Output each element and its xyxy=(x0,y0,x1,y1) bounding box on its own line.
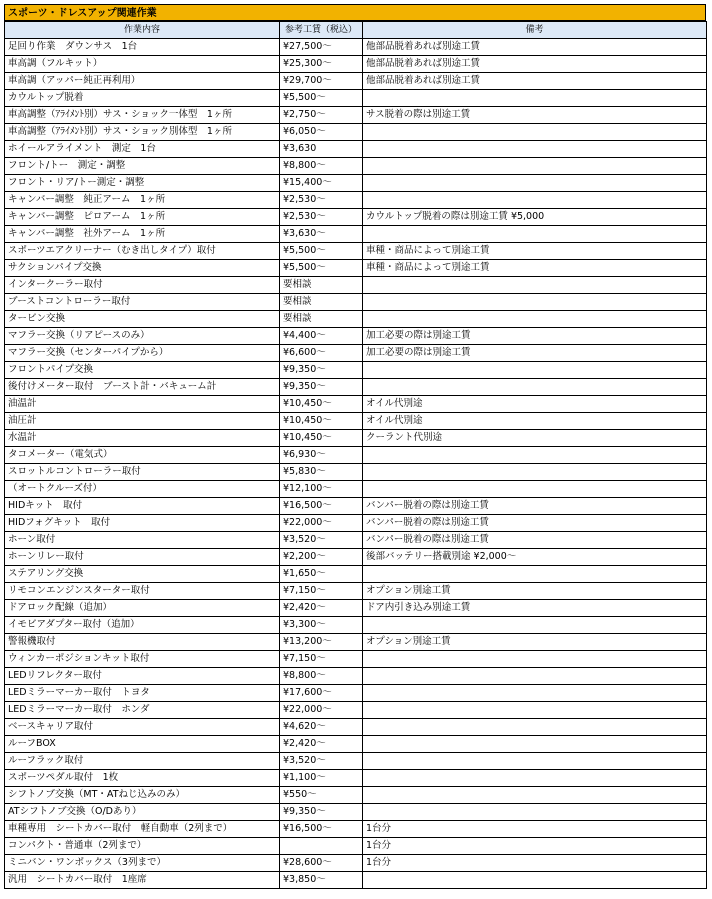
reference-fee-cell: ¥8,800～ xyxy=(280,668,363,685)
remarks-cell xyxy=(363,685,707,702)
remarks-cell xyxy=(363,464,707,481)
work-content-cell: ATシフトノブ交換（O/Dあり） xyxy=(5,804,280,821)
table-row xyxy=(5,855,707,872)
reference-fee-cell: ¥9,350～ xyxy=(280,362,363,379)
remarks-cell: 加工必要の際は別途工賃 xyxy=(363,345,707,362)
reference-fee-cell: ¥12,100～ xyxy=(280,481,363,498)
remarks-cell: 1台分 xyxy=(363,838,707,855)
remarks-cell: サス脱着の際は別途工賃 xyxy=(363,107,707,124)
work-content-cell: LEDミラーマーカー取付 ホンダ xyxy=(5,702,280,719)
table-row xyxy=(5,719,707,736)
table-row xyxy=(5,821,707,838)
remarks-cell: 車種・商品によって別途工賃 xyxy=(363,260,707,277)
sheet-title: スポーツ・ドレスアップ関連作業 xyxy=(4,4,706,21)
remarks-cell: バンパー脱着の際は別途工賃 xyxy=(363,498,707,515)
remarks-cell xyxy=(363,192,707,209)
work-content-cell: リモコンエンジンスターター取付 xyxy=(5,583,280,600)
table-row xyxy=(5,498,707,515)
price-sheet xyxy=(4,4,706,889)
table-row xyxy=(5,379,707,396)
header-row xyxy=(5,22,707,39)
work-content-cell: ホーン取付 xyxy=(5,532,280,549)
work-content-cell: ミニバン・ワンボックス（3列まで） xyxy=(5,855,280,872)
reference-fee-cell: ¥16,500～ xyxy=(280,821,363,838)
remarks-cell xyxy=(363,379,707,396)
table-row xyxy=(5,56,707,73)
remarks-cell xyxy=(363,362,707,379)
table-row xyxy=(5,430,707,447)
remarks-cell xyxy=(363,617,707,634)
table-row xyxy=(5,345,707,362)
work-content-cell: マフラー交換（センターパイプから） xyxy=(5,345,280,362)
table-row xyxy=(5,447,707,464)
remarks-cell xyxy=(363,226,707,243)
reference-fee-cell: ¥9,350～ xyxy=(280,804,363,821)
remarks-cell xyxy=(363,90,707,107)
reference-fee-cell: ¥2,420～ xyxy=(280,600,363,617)
reference-fee-cell: ¥1,650～ xyxy=(280,566,363,583)
table-row xyxy=(5,175,707,192)
table-row xyxy=(5,226,707,243)
remarks-cell xyxy=(363,175,707,192)
work-content-cell: キャンバー調整 純正アーム 1ヶ所 xyxy=(5,192,280,209)
work-content-cell: ステアリング交換 xyxy=(5,566,280,583)
table-row xyxy=(5,158,707,175)
remarks-cell xyxy=(363,294,707,311)
work-content-cell: ルーフBOX xyxy=(5,736,280,753)
table-row xyxy=(5,872,707,889)
remarks-cell: オプション別途工賃 xyxy=(363,634,707,651)
header-remarks: 備考 xyxy=(363,22,707,39)
table-row xyxy=(5,464,707,481)
work-content-cell: LEDミラーマーカー取付 トヨタ xyxy=(5,685,280,702)
remarks-cell: 他部品脱着あれば別途工賃 xyxy=(363,39,707,56)
reference-fee-cell: ¥1,100～ xyxy=(280,770,363,787)
remarks-cell xyxy=(363,787,707,804)
remarks-cell: オイル代別途 xyxy=(363,396,707,413)
work-content-cell: コンパクト・普通車（2列まで） xyxy=(5,838,280,855)
work-content-cell: シフトノブ交換（MT・ATねじ込みのみ） xyxy=(5,787,280,804)
work-content-cell: ベースキャリア取付 xyxy=(5,719,280,736)
remarks-cell xyxy=(363,668,707,685)
work-content-cell: 水温計 xyxy=(5,430,280,447)
reference-fee-cell: ¥5,500～ xyxy=(280,260,363,277)
reference-fee-cell: ¥2,420～ xyxy=(280,736,363,753)
work-content-cell: ホイールアライメント 測定 1台 xyxy=(5,141,280,158)
table-row xyxy=(5,736,707,753)
reference-fee-cell: ¥7,150～ xyxy=(280,651,363,668)
work-content-cell: ウィンカーポジションキット取付 xyxy=(5,651,280,668)
table-row xyxy=(5,753,707,770)
work-content-cell: 車高調整（ｱﾗｲﾒﾝﾄ別）サス・ショック別体型 1ヶ所 xyxy=(5,124,280,141)
work-content-cell: （オートクルーズ付） xyxy=(5,481,280,498)
remarks-cell: ドア内引き込み別途工賃 xyxy=(363,600,707,617)
reference-fee-cell: ¥25,300～ xyxy=(280,56,363,73)
table-row xyxy=(5,90,707,107)
remarks-cell: カウルトップ脱着の際は別途工賃 ¥5,000 xyxy=(363,209,707,226)
work-content-cell: 油温計 xyxy=(5,396,280,413)
reference-fee-cell: ¥5,500～ xyxy=(280,90,363,107)
reference-fee-cell: ¥3,630～ xyxy=(280,226,363,243)
remarks-cell: 後部バッテリー搭載別途 ¥2,000～ xyxy=(363,549,707,566)
work-content-cell: 汎用 シートカバー取付 1座席 xyxy=(5,872,280,889)
reference-fee-cell: ¥6,050～ xyxy=(280,124,363,141)
table-row xyxy=(5,192,707,209)
table-row xyxy=(5,328,707,345)
reference-fee-cell: ¥4,620～ xyxy=(280,719,363,736)
table-row xyxy=(5,770,707,787)
table-body xyxy=(5,39,707,889)
work-content-cell: フロント/トー 測定・調整 xyxy=(5,158,280,175)
reference-fee-cell: ¥28,600～ xyxy=(280,855,363,872)
work-content-cell: スポーツエアクリーナー（むき出しタイプ）取付 xyxy=(5,243,280,260)
reference-fee-cell: ¥7,150～ xyxy=(280,583,363,600)
reference-fee-cell: ¥10,450～ xyxy=(280,430,363,447)
table-row xyxy=(5,141,707,158)
work-content-cell: キャンバー調整 ピロアーム 1ヶ所 xyxy=(5,209,280,226)
work-content-cell: フロント・リア/トー測定・調整 xyxy=(5,175,280,192)
table-row xyxy=(5,583,707,600)
table-row xyxy=(5,413,707,430)
reference-fee-cell: ¥2,530～ xyxy=(280,209,363,226)
table-row xyxy=(5,566,707,583)
work-content-cell: ブーストコントローラー取付 xyxy=(5,294,280,311)
reference-fee-cell: ¥10,450～ xyxy=(280,413,363,430)
table-row xyxy=(5,73,707,90)
remarks-cell: バンパー脱着の際は別途工賃 xyxy=(363,532,707,549)
work-content-cell: キャンバー調整 社外アーム 1ヶ所 xyxy=(5,226,280,243)
reference-fee-cell: ¥17,600～ xyxy=(280,685,363,702)
table-row xyxy=(5,362,707,379)
remarks-cell xyxy=(363,311,707,328)
table-row xyxy=(5,787,707,804)
work-content-cell: タコメーター（電気式） xyxy=(5,447,280,464)
table-row xyxy=(5,838,707,855)
table-row xyxy=(5,107,707,124)
table-row xyxy=(5,515,707,532)
work-content-cell: ルーフラック取付 xyxy=(5,753,280,770)
reference-fee-cell: 要相談 xyxy=(280,277,363,294)
remarks-cell: 車種・商品によって別途工賃 xyxy=(363,243,707,260)
work-content-cell: マフラー交換（リアピースのみ） xyxy=(5,328,280,345)
reference-fee-cell: ¥5,830～ xyxy=(280,464,363,481)
reference-fee-cell: ¥550～ xyxy=(280,787,363,804)
reference-fee-cell: ¥2,750～ xyxy=(280,107,363,124)
reference-fee-cell: ¥13,200～ xyxy=(280,634,363,651)
work-content-cell: ホーンリレー取付 xyxy=(5,549,280,566)
table-row xyxy=(5,702,707,719)
reference-fee-cell: ¥3,300～ xyxy=(280,617,363,634)
remarks-cell: クーラント代別途 xyxy=(363,430,707,447)
price-table xyxy=(4,21,707,889)
reference-fee-cell: ¥2,200～ xyxy=(280,549,363,566)
reference-fee-cell: ¥8,800～ xyxy=(280,158,363,175)
work-content-cell: フロントパイプ交換 xyxy=(5,362,280,379)
remarks-cell xyxy=(363,447,707,464)
remarks-cell xyxy=(363,770,707,787)
remarks-cell xyxy=(363,753,707,770)
reference-fee-cell: ¥3,520～ xyxy=(280,753,363,770)
reference-fee-cell xyxy=(280,838,363,855)
remarks-cell: 他部品脱着あれば別途工賃 xyxy=(363,56,707,73)
remarks-cell xyxy=(363,124,707,141)
work-content-cell: 車高調（フルキット） xyxy=(5,56,280,73)
table-row xyxy=(5,209,707,226)
work-content-cell: LEDリフレクター取付 xyxy=(5,668,280,685)
reference-fee-cell: ¥22,000～ xyxy=(280,702,363,719)
table-row xyxy=(5,600,707,617)
work-content-cell: HIDキット 取付 xyxy=(5,498,280,515)
work-content-cell: スロットルコントローラー取付 xyxy=(5,464,280,481)
reference-fee-cell: 要相談 xyxy=(280,311,363,328)
header-reference-fee: 参考工賃（税込） xyxy=(280,22,363,39)
work-content-cell: スポーツペダル取付 1枚 xyxy=(5,770,280,787)
table-row xyxy=(5,39,707,56)
header-work-content: 作業内容 xyxy=(5,22,280,39)
remarks-cell: オプション別途工賃 xyxy=(363,583,707,600)
table-row xyxy=(5,260,707,277)
table-row xyxy=(5,634,707,651)
remarks-cell xyxy=(363,702,707,719)
reference-fee-cell: ¥9,350～ xyxy=(280,379,363,396)
reference-fee-cell: ¥2,530～ xyxy=(280,192,363,209)
remarks-cell: バンパー脱着の際は別途工賃 xyxy=(363,515,707,532)
remarks-cell xyxy=(363,804,707,821)
work-content-cell: 足回り作業 ダウンサス 1台 xyxy=(5,39,280,56)
work-content-cell: カウルトップ脱着 xyxy=(5,90,280,107)
table-row xyxy=(5,481,707,498)
work-content-cell: イモビアダプター取付（追加） xyxy=(5,617,280,634)
table-row xyxy=(5,532,707,549)
table-row xyxy=(5,311,707,328)
remarks-cell xyxy=(363,141,707,158)
table-row xyxy=(5,804,707,821)
remarks-cell xyxy=(363,566,707,583)
work-content-cell: HIDフォグキット 取付 xyxy=(5,515,280,532)
remarks-cell: 加工必要の際は別途工賃 xyxy=(363,328,707,345)
table-row xyxy=(5,277,707,294)
reference-fee-cell: ¥5,500～ xyxy=(280,243,363,260)
work-content-cell: インタークーラー取付 xyxy=(5,277,280,294)
reference-fee-cell: ¥3,630 xyxy=(280,141,363,158)
reference-fee-cell: ¥15,400～ xyxy=(280,175,363,192)
remarks-cell xyxy=(363,719,707,736)
table-row xyxy=(5,651,707,668)
remarks-cell xyxy=(363,736,707,753)
table-row xyxy=(5,685,707,702)
reference-fee-cell: ¥3,520～ xyxy=(280,532,363,549)
remarks-cell: 1台分 xyxy=(363,821,707,838)
work-content-cell: 後付けメーター取付 ブースト計・バキューム計 xyxy=(5,379,280,396)
reference-fee-cell: ¥29,700～ xyxy=(280,73,363,90)
table-row xyxy=(5,124,707,141)
work-content-cell: ドアロック配線（追加） xyxy=(5,600,280,617)
work-content-cell: 車高調整（ｱﾗｲﾒﾝﾄ別）サス・ショック一体型 1ヶ所 xyxy=(5,107,280,124)
work-content-cell: 車種専用 シートカバー取付 軽自動車（2列まで） xyxy=(5,821,280,838)
work-content-cell: サクションパイプ交換 xyxy=(5,260,280,277)
table-row xyxy=(5,243,707,260)
remarks-cell xyxy=(363,277,707,294)
reference-fee-cell: 要相談 xyxy=(280,294,363,311)
work-content-cell: 車高調（アッパー純正再利用） xyxy=(5,73,280,90)
reference-fee-cell: ¥16,500～ xyxy=(280,498,363,515)
reference-fee-cell: ¥6,600～ xyxy=(280,345,363,362)
reference-fee-cell: ¥27,500～ xyxy=(280,39,363,56)
reference-fee-cell: ¥4,400～ xyxy=(280,328,363,345)
remarks-cell: 他部品脱着あれば別途工賃 xyxy=(363,73,707,90)
table-row xyxy=(5,294,707,311)
work-content-cell: 警報機取付 xyxy=(5,634,280,651)
table-row xyxy=(5,668,707,685)
remarks-cell xyxy=(363,158,707,175)
table-row xyxy=(5,617,707,634)
reference-fee-cell: ¥10,450～ xyxy=(280,396,363,413)
reference-fee-cell: ¥3,850～ xyxy=(280,872,363,889)
remarks-cell: オイル代別途 xyxy=(363,413,707,430)
remarks-cell xyxy=(363,872,707,889)
table-row xyxy=(5,549,707,566)
work-content-cell: タービン交換 xyxy=(5,311,280,328)
table-row xyxy=(5,396,707,413)
work-content-cell: 油圧計 xyxy=(5,413,280,430)
reference-fee-cell: ¥22,000～ xyxy=(280,515,363,532)
remarks-cell: 1台分 xyxy=(363,855,707,872)
reference-fee-cell: ¥6,930～ xyxy=(280,447,363,464)
remarks-cell xyxy=(363,651,707,668)
remarks-cell xyxy=(363,481,707,498)
